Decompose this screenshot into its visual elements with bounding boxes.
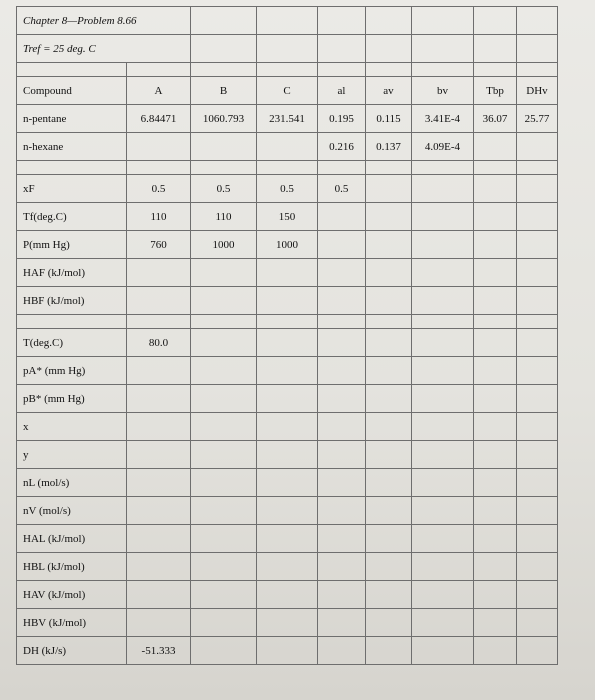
value-cell[interactable]: [412, 581, 474, 609]
row-label-cell[interactable]: HAL (kJ/mol): [17, 525, 127, 553]
empty-cell[interactable]: [366, 63, 412, 77]
value-cell[interactable]: [517, 175, 558, 203]
value-cell[interactable]: [366, 469, 412, 497]
empty-cell[interactable]: [517, 161, 558, 175]
value-cell[interactable]: [318, 357, 366, 385]
value-cell[interactable]: 3.41E-4: [412, 105, 474, 133]
value-cell[interactable]: [191, 525, 257, 553]
empty-cell[interactable]: [412, 35, 474, 63]
row-label-cell[interactable]: xF: [17, 175, 127, 203]
value-cell[interactable]: [318, 203, 366, 231]
empty-cell[interactable]: [366, 35, 412, 63]
value-cell[interactable]: [191, 287, 257, 315]
value-cell[interactable]: [517, 553, 558, 581]
result-row: [17, 609, 558, 637]
empty-cell[interactable]: [412, 315, 474, 329]
empty-cell[interactable]: [366, 315, 412, 329]
value-cell[interactable]: [127, 609, 191, 637]
empty-cell[interactable]: [257, 161, 318, 175]
empty-cell[interactable]: [474, 7, 517, 35]
empty-cell[interactable]: [412, 161, 474, 175]
result-row: [17, 413, 558, 441]
value-cell[interactable]: [474, 413, 517, 441]
value-cell[interactable]: [127, 357, 191, 385]
value-cell[interactable]: [366, 609, 412, 637]
value-cell[interactable]: [191, 413, 257, 441]
value-cell[interactable]: [257, 259, 318, 287]
value-cell[interactable]: [517, 637, 558, 665]
result-row: [17, 329, 558, 357]
spacer-row: [17, 161, 558, 175]
value-cell[interactable]: B: [191, 77, 257, 105]
value-cell[interactable]: [257, 525, 318, 553]
value-cell[interactable]: [191, 441, 257, 469]
value-cell[interactable]: [257, 329, 318, 357]
spacer-row: [17, 63, 558, 77]
value-cell[interactable]: 80.0: [127, 329, 191, 357]
value-cell[interactable]: [412, 609, 474, 637]
value-cell[interactable]: [412, 259, 474, 287]
value-cell[interactable]: [412, 203, 474, 231]
value-cell[interactable]: 0.195: [318, 105, 366, 133]
value-cell[interactable]: [474, 287, 517, 315]
value-cell[interactable]: 1000: [191, 231, 257, 259]
value-cell[interactable]: [257, 497, 318, 525]
row-label-cell[interactable]: HBL (kJ/mol): [17, 553, 127, 581]
value-cell[interactable]: [412, 637, 474, 665]
value-cell[interactable]: [474, 203, 517, 231]
value-cell[interactable]: 6.84471: [127, 105, 191, 133]
value-cell[interactable]: [517, 133, 558, 161]
value-cell[interactable]: [366, 259, 412, 287]
value-cell[interactable]: [517, 203, 558, 231]
value-cell[interactable]: [412, 441, 474, 469]
value-cell[interactable]: [474, 385, 517, 413]
value-cell[interactable]: [191, 259, 257, 287]
value-cell[interactable]: [191, 357, 257, 385]
value-cell[interactable]: [517, 329, 558, 357]
value-cell[interactable]: [474, 175, 517, 203]
result-row: [17, 469, 558, 497]
value-cell[interactable]: 760: [127, 231, 191, 259]
value-cell[interactable]: [517, 259, 558, 287]
value-cell[interactable]: [517, 497, 558, 525]
value-cell[interactable]: A: [127, 77, 191, 105]
value-cell[interactable]: [257, 385, 318, 413]
empty-cell[interactable]: [191, 7, 257, 35]
value-cell[interactable]: [412, 175, 474, 203]
value-cell[interactable]: [191, 497, 257, 525]
result-row: [17, 385, 558, 413]
empty-cell[interactable]: [127, 161, 191, 175]
value-cell[interactable]: [191, 581, 257, 609]
title-row-cell[interactable]: Chapter 8—Problem 8.66: [17, 7, 191, 35]
value-cell[interactable]: [257, 441, 318, 469]
value-cell[interactable]: [257, 287, 318, 315]
value-cell[interactable]: [474, 525, 517, 553]
value-cell[interactable]: [127, 287, 191, 315]
value-cell[interactable]: [366, 441, 412, 469]
empty-cell[interactable]: [366, 161, 412, 175]
empty-cell[interactable]: [191, 161, 257, 175]
value-cell[interactable]: C: [257, 77, 318, 105]
empty-cell[interactable]: [17, 161, 127, 175]
value-cell[interactable]: [257, 469, 318, 497]
value-cell[interactable]: [127, 385, 191, 413]
value-cell[interactable]: [127, 259, 191, 287]
value-cell[interactable]: 0.216: [318, 133, 366, 161]
value-cell[interactable]: [257, 609, 318, 637]
row-label-cell[interactable]: HAF (kJ/mol): [17, 259, 127, 287]
value-cell[interactable]: [127, 553, 191, 581]
value-cell[interactable]: [412, 469, 474, 497]
value-cell[interactable]: [127, 497, 191, 525]
row-label-cell[interactable]: Tf(deg.C): [17, 203, 127, 231]
value-cell[interactable]: [191, 469, 257, 497]
empty-cell[interactable]: [318, 35, 366, 63]
value-cell[interactable]: [517, 441, 558, 469]
empty-cell[interactable]: [318, 161, 366, 175]
value-cell[interactable]: [474, 357, 517, 385]
feed-row: [17, 287, 558, 315]
value-cell[interactable]: [318, 329, 366, 357]
value-cell[interactable]: [517, 231, 558, 259]
row-label-cell[interactable]: P(mm Hg): [17, 231, 127, 259]
value-cell[interactable]: [474, 259, 517, 287]
empty-cell[interactable]: [412, 63, 474, 77]
value-cell[interactable]: [412, 231, 474, 259]
value-cell[interactable]: 0.5: [318, 175, 366, 203]
empty-cell[interactable]: [474, 35, 517, 63]
value-cell[interactable]: [366, 413, 412, 441]
tref-row: [17, 35, 558, 63]
value-cell[interactable]: 1060.793: [191, 105, 257, 133]
value-cell[interactable]: [474, 581, 517, 609]
value-cell[interactable]: [318, 553, 366, 581]
value-cell[interactable]: [474, 609, 517, 637]
empty-cell[interactable]: [257, 315, 318, 329]
value-cell[interactable]: [366, 203, 412, 231]
row-label-cell[interactable]: pA* (mm Hg): [17, 357, 127, 385]
value-cell[interactable]: [318, 287, 366, 315]
value-cell[interactable]: [127, 581, 191, 609]
value-cell[interactable]: [412, 497, 474, 525]
value-cell[interactable]: [517, 581, 558, 609]
value-cell[interactable]: [127, 413, 191, 441]
value-cell[interactable]: 0.5: [127, 175, 191, 203]
value-cell[interactable]: [366, 329, 412, 357]
compound-row: [17, 133, 558, 161]
value-cell[interactable]: [257, 637, 318, 665]
value-cell[interactable]: 0.5: [257, 175, 318, 203]
row-label-cell[interactable]: y: [17, 441, 127, 469]
value-cell[interactable]: [257, 357, 318, 385]
value-cell[interactable]: av: [366, 77, 412, 105]
row-label-cell[interactable]: HBF (kJ/mol): [17, 287, 127, 315]
value-cell[interactable]: 0.137: [366, 133, 412, 161]
value-cell[interactable]: [412, 553, 474, 581]
value-cell[interactable]: [191, 609, 257, 637]
empty-cell[interactable]: [127, 63, 191, 77]
value-cell[interactable]: [366, 553, 412, 581]
value-cell[interactable]: 150: [257, 203, 318, 231]
empty-cell[interactable]: [366, 7, 412, 35]
row-label-cell[interactable]: nV (mol/s): [17, 497, 127, 525]
feed-row: [17, 259, 558, 287]
title-row: [17, 7, 558, 35]
value-cell[interactable]: [412, 329, 474, 357]
value-cell[interactable]: [318, 609, 366, 637]
value-cell[interactable]: [366, 497, 412, 525]
value-cell[interactable]: DHv: [517, 77, 558, 105]
value-cell[interactable]: [318, 413, 366, 441]
value-cell[interactable]: [127, 525, 191, 553]
value-cell[interactable]: [191, 329, 257, 357]
row-label-cell[interactable]: n-hexane: [17, 133, 127, 161]
value-cell[interactable]: [517, 525, 558, 553]
value-cell[interactable]: bv: [412, 77, 474, 105]
value-cell[interactable]: [412, 385, 474, 413]
result-row: [17, 441, 558, 469]
row-label-cell[interactable]: x: [17, 413, 127, 441]
value-cell[interactable]: [257, 581, 318, 609]
empty-cell[interactable]: [474, 315, 517, 329]
value-cell[interactable]: 1000: [257, 231, 318, 259]
row-label-cell[interactable]: pB* (mm Hg): [17, 385, 127, 413]
empty-cell[interactable]: [474, 63, 517, 77]
value-cell[interactable]: [474, 469, 517, 497]
empty-cell[interactable]: [318, 63, 366, 77]
value-cell[interactable]: [517, 385, 558, 413]
result-row: [17, 581, 558, 609]
spacer-row: [17, 315, 558, 329]
row-label-cell[interactable]: nL (mol/s): [17, 469, 127, 497]
empty-cell[interactable]: [517, 63, 558, 77]
value-cell[interactable]: [191, 553, 257, 581]
value-cell[interactable]: [318, 231, 366, 259]
value-cell[interactable]: [257, 133, 318, 161]
empty-cell[interactable]: [127, 315, 191, 329]
feed-row: [17, 175, 558, 203]
value-cell[interactable]: [318, 581, 366, 609]
value-cell[interactable]: 231.541: [257, 105, 318, 133]
value-cell[interactable]: [318, 497, 366, 525]
empty-cell[interactable]: [191, 63, 257, 77]
empty-cell[interactable]: [412, 7, 474, 35]
value-cell[interactable]: [412, 357, 474, 385]
result-row: [17, 525, 558, 553]
value-cell[interactable]: [191, 133, 257, 161]
value-cell[interactable]: 0.115: [366, 105, 412, 133]
row-label-cell[interactable]: Compound: [17, 77, 127, 105]
empty-cell[interactable]: [474, 161, 517, 175]
value-cell[interactable]: [366, 357, 412, 385]
empty-cell[interactable]: [17, 63, 127, 77]
value-cell[interactable]: [318, 525, 366, 553]
value-cell[interactable]: 0.5: [191, 175, 257, 203]
value-cell[interactable]: [517, 413, 558, 441]
row-label-cell[interactable]: T(deg.C): [17, 329, 127, 357]
value-cell[interactable]: [517, 357, 558, 385]
value-cell[interactable]: [318, 469, 366, 497]
value-cell[interactable]: [517, 609, 558, 637]
value-cell[interactable]: -51.333: [127, 637, 191, 665]
compound-row: [17, 105, 558, 133]
spreadsheet-grid: [16, 6, 558, 665]
value-cell[interactable]: [474, 133, 517, 161]
result-row: [17, 497, 558, 525]
row-label-cell[interactable]: DH (kJ/s): [17, 637, 127, 665]
value-cell[interactable]: [318, 259, 366, 287]
row-label-cell[interactable]: n-pentane: [17, 105, 127, 133]
row-label-cell[interactable]: HAV (kJ/mol): [17, 581, 127, 609]
value-cell[interactable]: [366, 175, 412, 203]
result-row: [17, 637, 558, 665]
value-cell[interactable]: 110: [191, 203, 257, 231]
value-cell[interactable]: [191, 385, 257, 413]
value-cell[interactable]: Tbp: [474, 77, 517, 105]
row-label-cell[interactable]: HBV (kJ/mol): [17, 609, 127, 637]
value-cell[interactable]: [191, 637, 257, 665]
value-cell[interactable]: [517, 469, 558, 497]
value-cell[interactable]: [474, 441, 517, 469]
value-cell[interactable]: [318, 637, 366, 665]
value-cell[interactable]: [366, 231, 412, 259]
value-cell[interactable]: [412, 413, 474, 441]
value-cell[interactable]: [257, 413, 318, 441]
value-cell[interactable]: 4.09E-4: [412, 133, 474, 161]
value-cell[interactable]: [517, 287, 558, 315]
value-cell[interactable]: [127, 441, 191, 469]
empty-cell[interactable]: [318, 7, 366, 35]
value-cell[interactable]: 25.77: [517, 105, 558, 133]
value-cell[interactable]: [366, 385, 412, 413]
value-cell[interactable]: [412, 525, 474, 553]
value-cell[interactable]: [127, 469, 191, 497]
empty-cell[interactable]: [318, 315, 366, 329]
header-row: [17, 77, 558, 105]
value-cell[interactable]: [366, 287, 412, 315]
empty-cell[interactable]: [257, 7, 318, 35]
value-cell[interactable]: 110: [127, 203, 191, 231]
empty-cell[interactable]: [257, 35, 318, 63]
value-cell[interactable]: [318, 441, 366, 469]
value-cell[interactable]: [318, 385, 366, 413]
value-cell[interactable]: al: [318, 77, 366, 105]
value-cell[interactable]: 36.07: [474, 105, 517, 133]
empty-cell[interactable]: [517, 35, 558, 63]
feed-row: [17, 203, 558, 231]
value-cell[interactable]: [366, 637, 412, 665]
empty-cell[interactable]: [191, 35, 257, 63]
tref-row-cell[interactable]: Tref = 25 deg. C: [17, 35, 191, 63]
empty-cell[interactable]: [257, 63, 318, 77]
value-cell[interactable]: [366, 525, 412, 553]
value-cell[interactable]: [474, 637, 517, 665]
value-cell[interactable]: [366, 581, 412, 609]
value-cell[interactable]: [474, 497, 517, 525]
empty-cell[interactable]: [517, 315, 558, 329]
empty-cell[interactable]: [517, 7, 558, 35]
value-cell[interactable]: [412, 287, 474, 315]
value-cell[interactable]: [474, 231, 517, 259]
value-cell[interactable]: [474, 329, 517, 357]
value-cell[interactable]: [127, 133, 191, 161]
value-cell[interactable]: [474, 553, 517, 581]
result-row: [17, 553, 558, 581]
value-cell[interactable]: [257, 553, 318, 581]
empty-cell[interactable]: [17, 315, 127, 329]
result-row: [17, 357, 558, 385]
feed-row: [17, 231, 558, 259]
empty-cell[interactable]: [191, 315, 257, 329]
